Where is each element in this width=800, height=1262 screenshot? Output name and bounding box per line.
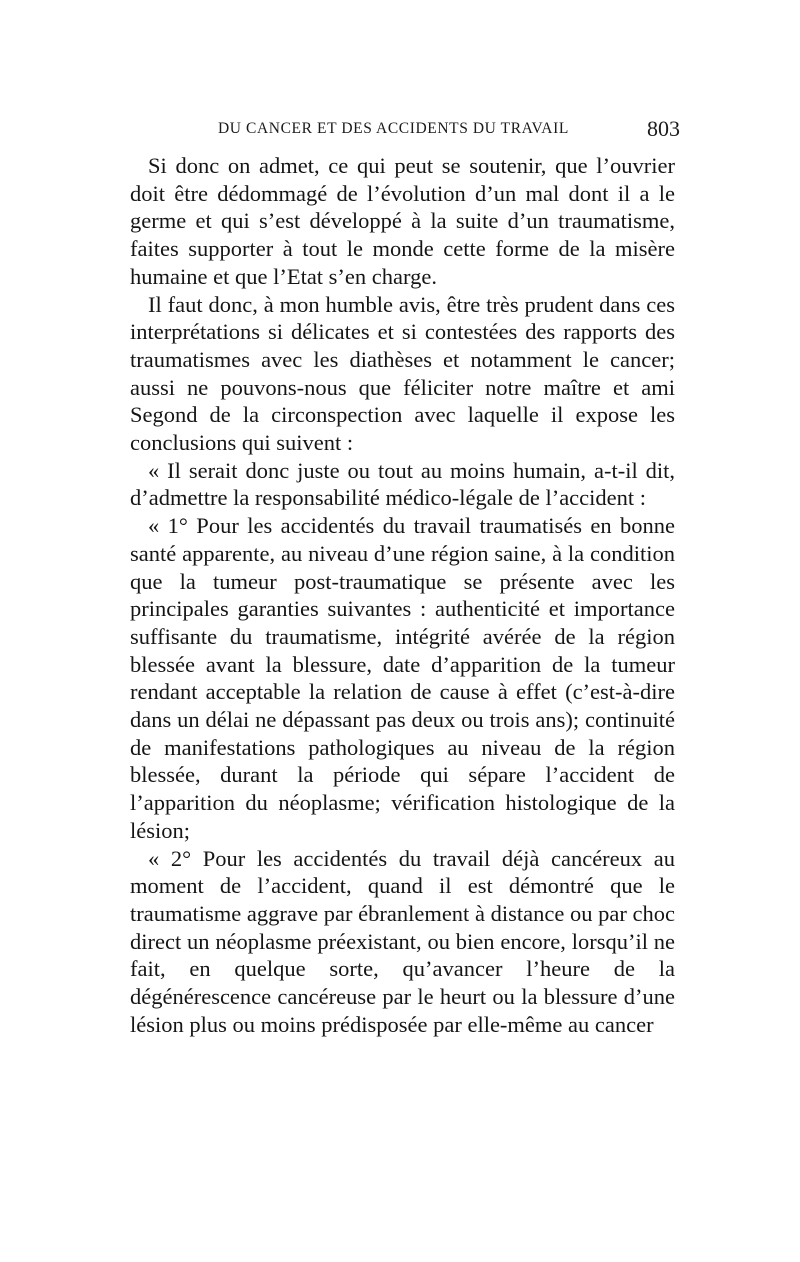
paragraph-quote-opening: « Il serait donc juste ou tout au moins humain, a-t-il dit, d’admettre la responsabilité médico-légale de l’accident :	[130, 457, 675, 511]
paragraph-conclusion-2: « 2° Pour les accidentés du travail déjà cancéreux au moment de l’accident, quand il est démontré que le traumatisme aggrave par ébranlement à distance ou par choc direct un néoplasme préexistant, ou bien encore, lorsqu’il ne fait, en quelque sorte, qu’avancer l’heure de la dégénérescence cancéreuse par le heurt ou la blessure d’une lésion plus ou moins prédisposée par elle-même au cancer	[130, 845, 675, 1037]
running-title: DU CANCER ET DES ACCIDENTS DU TRAVAIL	[218, 120, 569, 137]
body-text	[130, 152, 675, 1039]
page-number: 803	[647, 116, 680, 141]
paragraph-prudence: Il faut donc, à mon humble avis, être très prudent dans ces interprétations si délicates et si contestées des rapports des traumatismes avec les diathèses et notamment le cancer; aussi ne pouvons-nous que féliciter notre maître et ami Segond de la circonspection avec laquelle il expose les conclusions qui suivent :	[130, 291, 675, 456]
paragraph-intro: Si donc on admet, ce qui peut se soutenir, que l’ouvrier doit être dédommagé de l’évolution d’un mal dont il a le germe et qui s’est développé à la suite d’un traumatisme, faites supporter à tout le monde cette forme de la misère humaine et que l’Etat s’en charge.	[130, 153, 675, 289]
running-head	[130, 116, 680, 146]
paragraph-conclusion-1: « 1° Pour les accidentés du travail traumatisés en bonne santé apparente, au niveau d’une région saine, à la condition que la tumeur post-traumatique se présente avec les principales garanties suivantes : authenticité et importance suffisante du traumatisme, intégrité avérée de la région blessée avant la blessure, date d’apparition de la tumeur rendant acceptable la relation de cause à effet (c’est-à-dire dans un délai ne dépassant pas deux ou trois ans); continuité de manifestations pathologiques au niveau de la région blessée, durant la période qui sépare l’accident de l’apparition du néoplasme; vérification histologique de la lésion;	[130, 513, 675, 843]
